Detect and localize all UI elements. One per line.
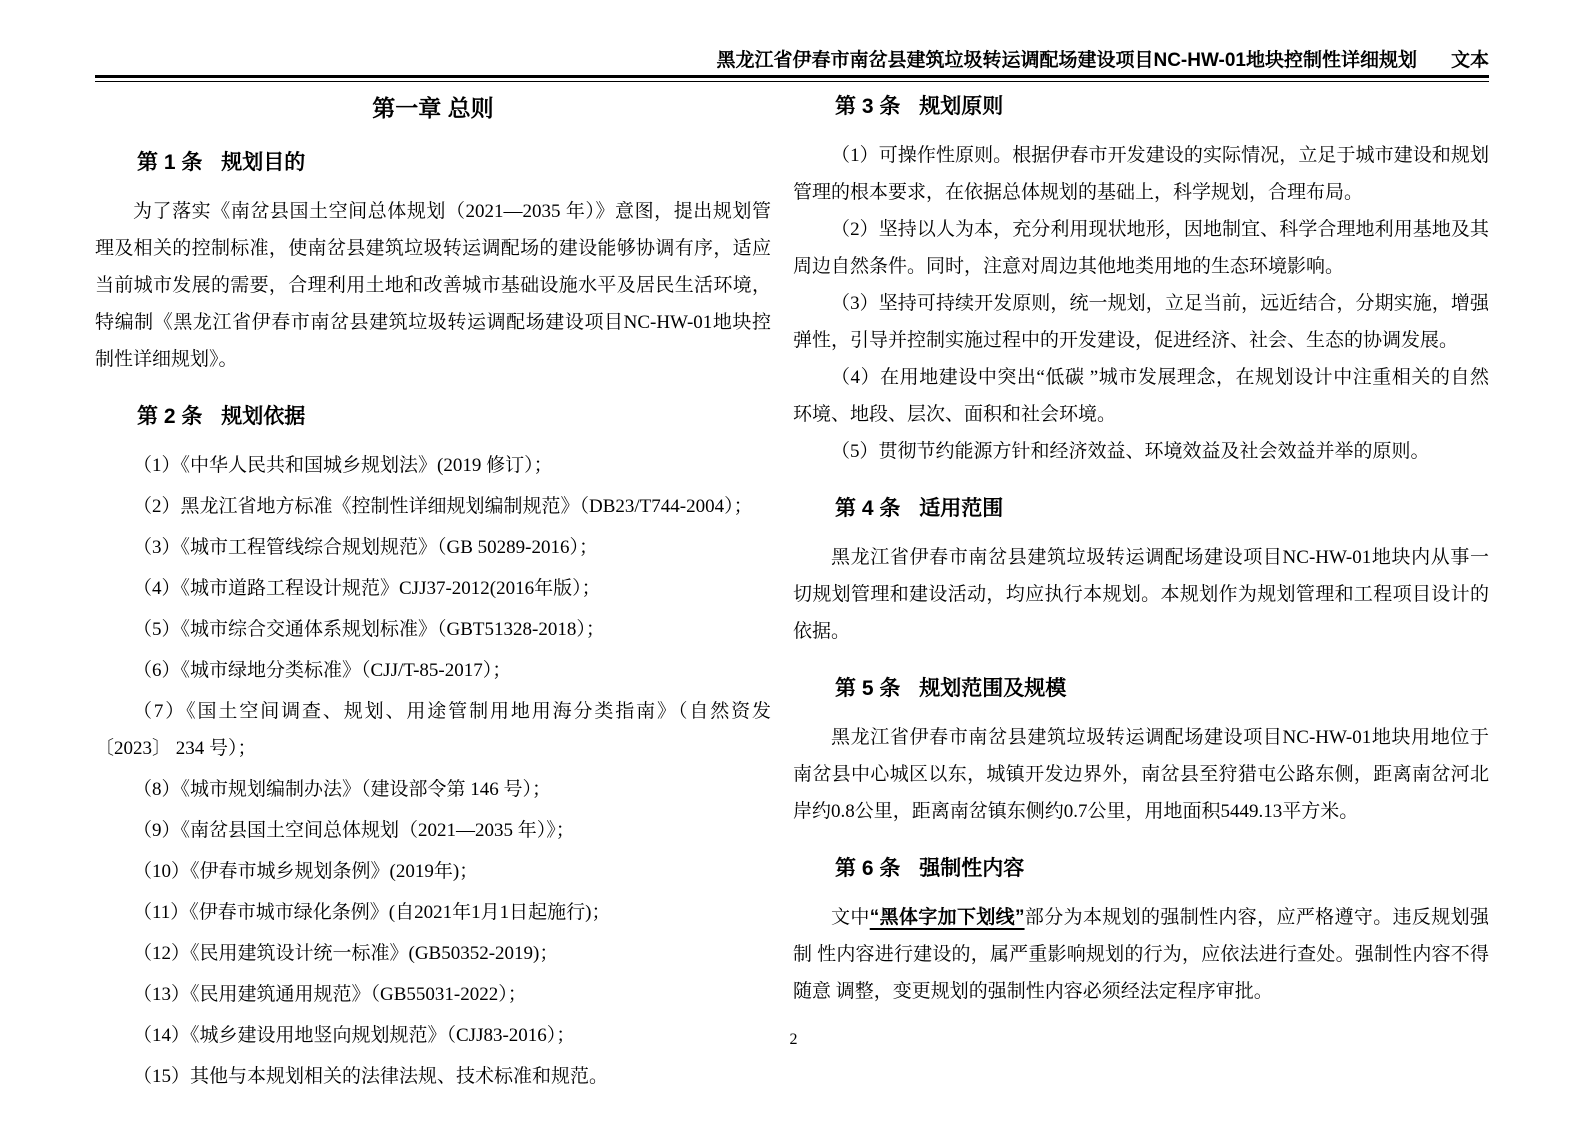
article-6-heading (793, 854, 1489, 884)
article-3-paragraph: （3）坚持可持续开发原则，统一规划，立足当前，远近结合，分期实施，增强弹性，引导并控制实施过程中的开发建设，促进经济、社会、生态的协调发展。 (793, 293, 1489, 351)
chapter-title: 第一章 总则 (372, 95, 494, 121)
reference-item: （13）《民用建筑通用规范》（GB55031-2022）； (133, 984, 527, 1005)
article-6-paragraph (793, 899, 1489, 1010)
article-3-paragraph: （5）贯彻节约能源方针和经济效益、环境效益及社会效益并举的原则。 (831, 441, 1430, 462)
article-6-title: 强制性内容 (919, 857, 1025, 880)
reference-item: （12）《民用建筑设计统一标准》(GB50352-2019)； (133, 943, 559, 964)
running-header (95, 50, 1489, 72)
reference-item: （5）《城市综合交通体系规划标准》（GBT51328-2018）； (133, 619, 605, 640)
reference-item: （3）《城市工程管线综合规划规范》（GB 50289-2016）； (133, 537, 598, 558)
article-1-title: 规划目的 (221, 151, 306, 174)
content-columns (0, 82, 1587, 1099)
article-1-number: 第 1 条 (137, 151, 203, 174)
right-column (793, 90, 1489, 1099)
article-4-number: 第 4 条 (835, 497, 901, 520)
article-5-heading (793, 674, 1489, 704)
article-3-heading (793, 92, 1489, 122)
article-1-paragraph: 为了落实《南岔县国土空间总体规划（2021—2035 年）》意图，提出规划管理及相关的控制标准，使南岔县建筑垃圾转运调配场的建设能够协调有序，适应当前城市发展的需要，合理利用土地和改善城市基础设施水平及居民生活环境，特编制《黑龙江省伊春市南岔县建筑垃圾转运调配场建设项目NC-HW-01地块控制性详细规划》。 (95, 201, 771, 370)
reference-item: （10）《伊春市城乡规划条例》(2019年)； (133, 861, 479, 882)
article-3-number: 第 3 条 (835, 95, 901, 118)
article-6-text-suffix: 部分为本规划的强制性内容，应严格遵守。违反规划强制 性内容进行建设的，属严重影响规划的行为，应依法进行查处。强制性内容不得随意 调整，变更规划的强制性内容必须经法定程序审批。 (793, 907, 1489, 1002)
article-4-title: 适用范围 (919, 497, 1004, 520)
reference-list (95, 447, 771, 1095)
article-5-title: 规划范围及规模 (919, 677, 1067, 700)
reference-item: （1）《中华人民共和国城乡规划法》(2019 修订）； (133, 455, 553, 476)
article-4-paragraph: 黑龙江省伊春市南岔县建筑垃圾转运调配场建设项目NC-HW-01地块内从事一切规划管理和建设活动，均应执行本规划。本规划作为规划管理和工程项目设计的依据。 (793, 547, 1489, 642)
header-doc-type: 文本 (1450, 50, 1489, 71)
article-4-heading (793, 494, 1489, 524)
article-2-title: 规划依据 (221, 405, 306, 428)
article-5-number: 第 5 条 (835, 677, 901, 700)
reference-item: （2）黑龙江省地方标准《控制性详细规划编制规范》（DB23/T744-2004）； (133, 496, 753, 517)
page-header (0, 0, 1587, 82)
article-2-number: 第 2 条 (137, 405, 203, 428)
article-1-heading (95, 148, 771, 178)
reference-item: （7）《国土空间调查、规划、用途管制用地用海分类指南》（自然资发〔2023〕 234 号）； (95, 701, 771, 759)
article-3-paragraph: （4）在用地建设中突出“低碳 ”城市发展理念，在规划设计中注重相关的自然环境、地段、层次、面积和社会环境。 (793, 367, 1489, 425)
article-6-emphasized-text: “黑体字加下划线” (869, 907, 1025, 928)
article-6-text-prefix: 文中 (831, 907, 870, 928)
reference-item: （6）《城市绿地分类标准》（CJJ/T-85-2017）； (133, 660, 512, 681)
article-3-title: 规划原则 (919, 95, 1004, 118)
article-5-paragraph: 黑龙江省伊春市南岔县建筑垃圾转运调配场建设项目NC-HW-01地块用地位于南岔县中心城区以东，城镇开发边界外，南岔县至狩猎屯公路东侧，距离南岔河北岸约0.8公里，距离南岔镇东侧约0.7公里，用地面积5449.13平方米。 (793, 727, 1489, 822)
header-double-rule (95, 75, 1489, 82)
page-number: 2 (789, 1031, 798, 1048)
article-6-number: 第 6 条 (835, 857, 901, 880)
left-column (95, 90, 771, 1099)
article-2-heading (95, 402, 771, 432)
reference-item: （15）其他与本规划相关的法律法规、技术标准和规范。 (133, 1066, 609, 1087)
reference-item: （14）《城乡建设用地竖向规划规范》（CJJ83-2016）； (133, 1025, 576, 1046)
reference-item: （8）《城市规划编制办法》（建设部令第 146 号）； (133, 779, 552, 800)
header-doc-title: 黑龙江省伊春市南岔县建筑垃圾转运调配场建设项目NC-HW-01地块控制性详细规划 (716, 50, 1417, 71)
article-3-paragraph: （2）坚持以人为本，充分利用现状地形，因地制宜、科学合理地利用基地及其周边自然条件。同时，注意对周边其他地类用地的生态环境影响。 (793, 219, 1489, 277)
reference-item: （11）《伊春市城市绿化条例》(自2021年1月1日起施行)； (133, 902, 611, 923)
reference-item: （9）《南岔县国土空间总体规划（2021—2035 年）》； (133, 820, 575, 841)
article-3-paragraph: （1）可操作性原则。根据伊春市开发建设的实际情况，立足于城市建设和规划管理的根本要求，在依据总体规划的基础上，科学规划，合理布局。 (793, 145, 1489, 203)
reference-item: （4）《城市道路工程设计规范》CJJ37-2012(2016年版）； (133, 578, 601, 599)
